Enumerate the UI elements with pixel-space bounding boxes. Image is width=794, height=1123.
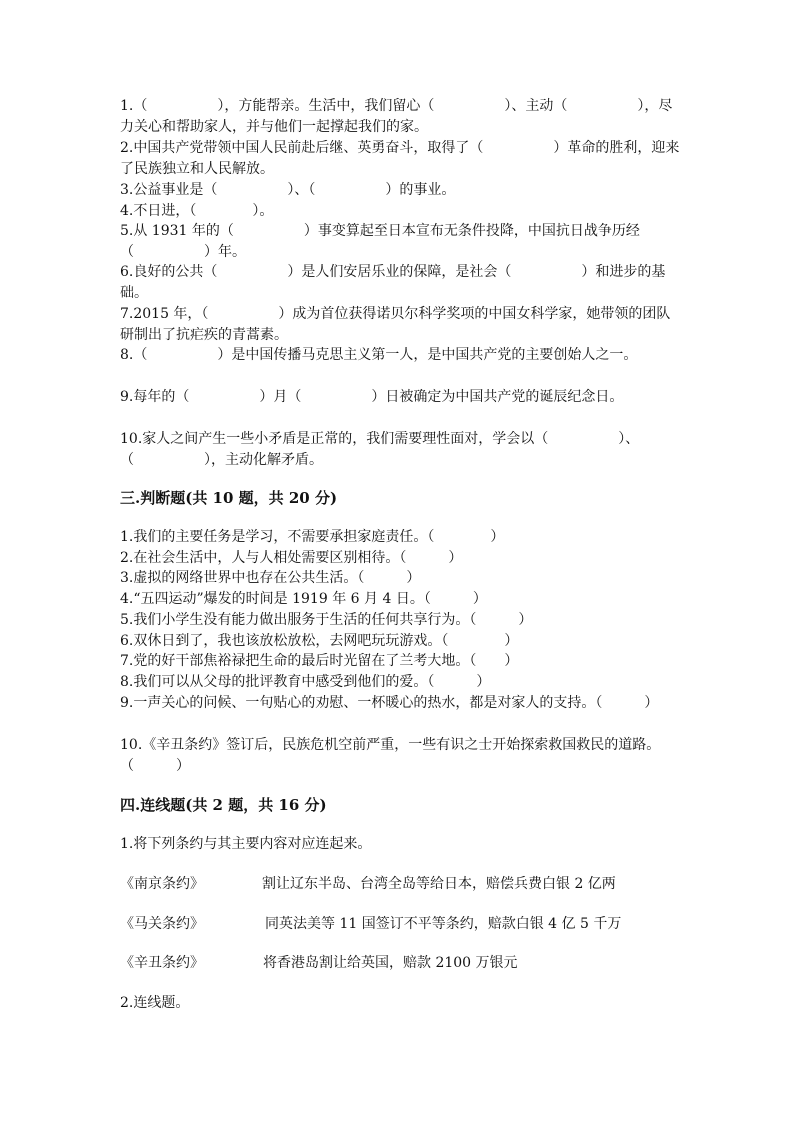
treaty-xinchou: 《辛丑条约》 xyxy=(120,955,204,971)
judgment-item-9: 9.一声关心的问候、一句贴心的劝慰、一杯暖心的热水，都是对家人的支持。（ ） xyxy=(120,695,659,711)
matching-question-1: 1.将下列条约与其主要内容对应连起来。 xyxy=(120,836,372,852)
judgment-item-2: 2.在社会生活中，人与人相处需要区别相待。（ ） xyxy=(120,550,463,566)
judgment-item-7: 7.党的好干部焦裕禄把生命的最后时光留在了兰考大地。（ ） xyxy=(120,653,519,669)
section-heading-matching: 四.连线题(共 2 题，共 16 分) xyxy=(120,796,327,814)
section-heading-judgment: 三.判断题(共 10 题，共 20 分) xyxy=(120,489,338,507)
judgment-item-6: 6.双休日到了，我也该放松放松，去网吧玩玩游戏。（ ） xyxy=(120,633,519,649)
fill-blank-item-7: 7.2015 年，（ ）成为首位获得诺贝尔科学奖项的中国女科学家，她带领的团队研制出了抗疟疾的青蒿素。 xyxy=(120,306,671,343)
judgment-item-10: 10.《辛丑条约》签订后，民族危机空前严重，一些有识之士开始探索救国救民的道路。（ ） xyxy=(120,737,661,774)
fill-blank-item-3: 3.公益事业是（ ）、（ ）的事业。 xyxy=(120,182,456,198)
fill-blank-item-6: 6.良好的公共（ ）是人们安居乐业的保障，是社会（ ）和进步的基础。 xyxy=(120,264,666,301)
judgment-item-3: 3.虚拟的网络世界中也存在公共生活。（ ） xyxy=(120,570,421,586)
judgment-item-4: 4.“五四运动”爆发的时间是 1919 年 6 月 4 日。（ ） xyxy=(120,591,487,607)
treaty-content-1: 割让辽东半岛、台湾全岛等给日本，赔偿兵费白银 2 亿两 xyxy=(262,876,616,892)
judgment-item-8: 8.我们可以从父母的批评教育中感受到他们的爱。（ ） xyxy=(120,674,491,690)
fill-blank-item-9: 9.每年的（ ）月（ ）日被确定为中国共产党的诞辰纪念日。 xyxy=(120,389,624,405)
fill-blank-item-2: 2.中国共产党带领中国人民前赴后继、英勇奋斗，取得了（ ）革命的胜利，迎来了民族独立和人民解放。 xyxy=(120,140,680,177)
fill-blank-item-1: 1.（ ），方能帮亲。生活中，我们留心（ ）、主动（ ），尽力关心和帮助家人，并与他们一起撑起我们的家。 xyxy=(120,98,673,135)
treaty-maguan: 《马关条约》 xyxy=(120,916,204,932)
judgment-item-5: 5.我们小学生没有能力做出服务于生活的任何共享行为。（ ） xyxy=(120,612,533,628)
fill-blank-item-5: 5.从 1931 年的（ ）事变算起至日本宣布无条件投降，中国抗日战争历经（ ）年。 xyxy=(120,223,640,260)
treaty-content-3: 将香港岛割让给英国，赔款 2100 万银元 xyxy=(263,955,518,971)
treaty-nanjing: 《南京条约》 xyxy=(120,876,204,892)
fill-blank-item-4: 4.不日进，（ ）。 xyxy=(120,203,274,219)
fill-blank-item-8: 8.（ ）是中国传播马克思主义第一人，是中国共产党的主要创始人之一。 xyxy=(120,347,638,363)
matching-question-2: 2.连线题。 xyxy=(120,995,190,1011)
judgment-item-1: 1.我们的主要任务是学习，不需要承担家庭责任。（ ） xyxy=(120,529,505,545)
treaty-content-2: 同英法美等 11 国签订不平等条约，赔款白银 4 亿 5 千万 xyxy=(265,916,622,932)
fill-blank-item-10: 10.家人之间产生一些小矛盾是正常的，我们需要理性面对，学会以（ ）、（ ），主动化解矛盾。 xyxy=(120,431,640,468)
